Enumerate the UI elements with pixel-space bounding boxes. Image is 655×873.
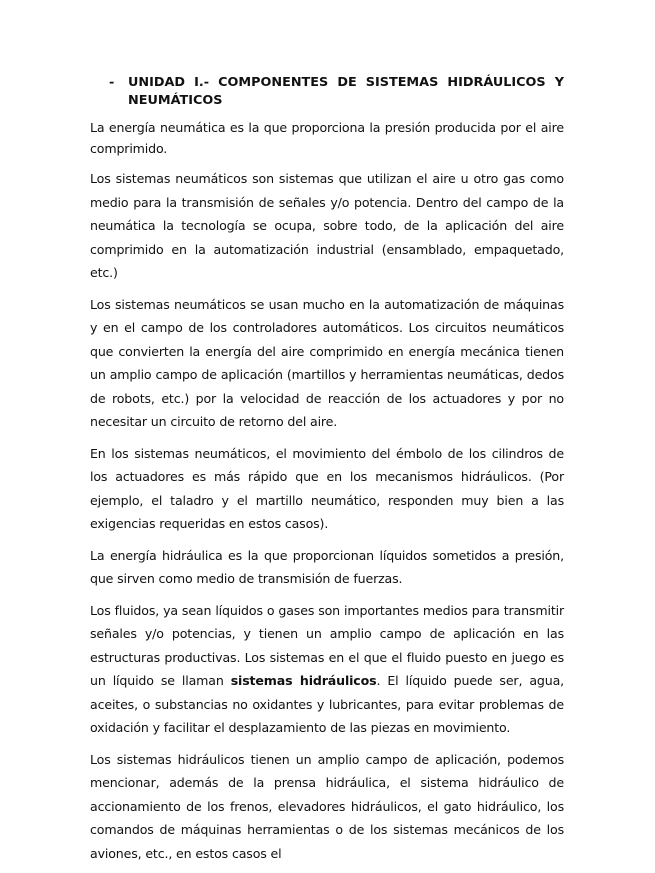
section-heading (90, 74, 564, 110)
bold-term-sistemas-hidraulicos: sistemas hidráulicos (230, 673, 377, 688)
paragraph-fluidos (90, 599, 564, 740)
paragraph-aplicaciones-hidraulicas: Los sistemas hidráulicos tienen un amplio campo de aplicación, podemos mencionar, además de la prensa hidráulica, el sistema hidráulico de accionamiento de los frenos, elevadores hidráulicos, el gato hidráulico, los comandos de máquinas herramientas o de los sistemas mecánicos de los aviones, etc., en estos casos el (90, 751, 564, 861)
document-page (90, 74, 564, 873)
paragraph-fluidos-text-b: . El líquido puede ser, agua, aceites, o substancias no oxidantes y lubricantes, para evitar problemas de oxidación y facilitar el desplazamiento de las piezas en movimiento. (90, 673, 564, 735)
paragraph-fluidos-text-a: Los fluidos, ya sean líquidos o gases son importantes medios para transmitir señales y/o potencias, y tienen un amplio campo de aplicación en las estructuras productivas. Los sistemas en el que el fluido puesto en juego es un líquido se llaman (90, 602, 564, 688)
paragraph-neumatica-definicion: La energía neumática es la que proporciona la presión producida por el aire comprimido. (90, 120, 564, 156)
heading-bullet: - (109, 75, 115, 90)
paragraph-automatizacion: Los sistemas neumáticos se usan mucho en la automatización de máquinas y en el campo de los controladores automáticos. Los circuitos neumáticos que convierten la energía del aire comprimido en energía mecánica tienen un amplio campo de aplicación (martillos y herramientas neumáticas, dedos de robots, etc.) por la velocidad de reacción de los actuadores y por no necesitar un circuito de retorno del aire. (90, 296, 564, 429)
paragraph-embolo: En los sistemas neumáticos, el movimiento del émbolo de los cilindros de los actuadores es más rápido que en los mecanismos hidráulicos. (Por ejemplo, el taladro y el martillo neumático, responden muy bien a las exigencias requeridas en estos casos). (90, 445, 564, 531)
heading-text: UNIDAD I.- COMPONENTES DE SISTEMAS HIDRÁULICOS Y NEUMÁTICOS (128, 75, 564, 108)
paragraph-sistemas-neumaticos: Los sistemas neumáticos son sistemas que utilizan el aire u otro gas como medio para la transmisión de señales y/o potencia. Dentro del campo de la neumática la tecnología se ocupa, sobre todo, de la aplicación del aire comprimido en la automatización industrial (ensamblado, empaquetado, etc.) (90, 171, 564, 280)
paragraph-energia-hidraulica: La energía hidráulica es la que proporcionan líquidos sometidos a presión, que sirven como medio de transmisión de fuerzas. (90, 547, 564, 586)
